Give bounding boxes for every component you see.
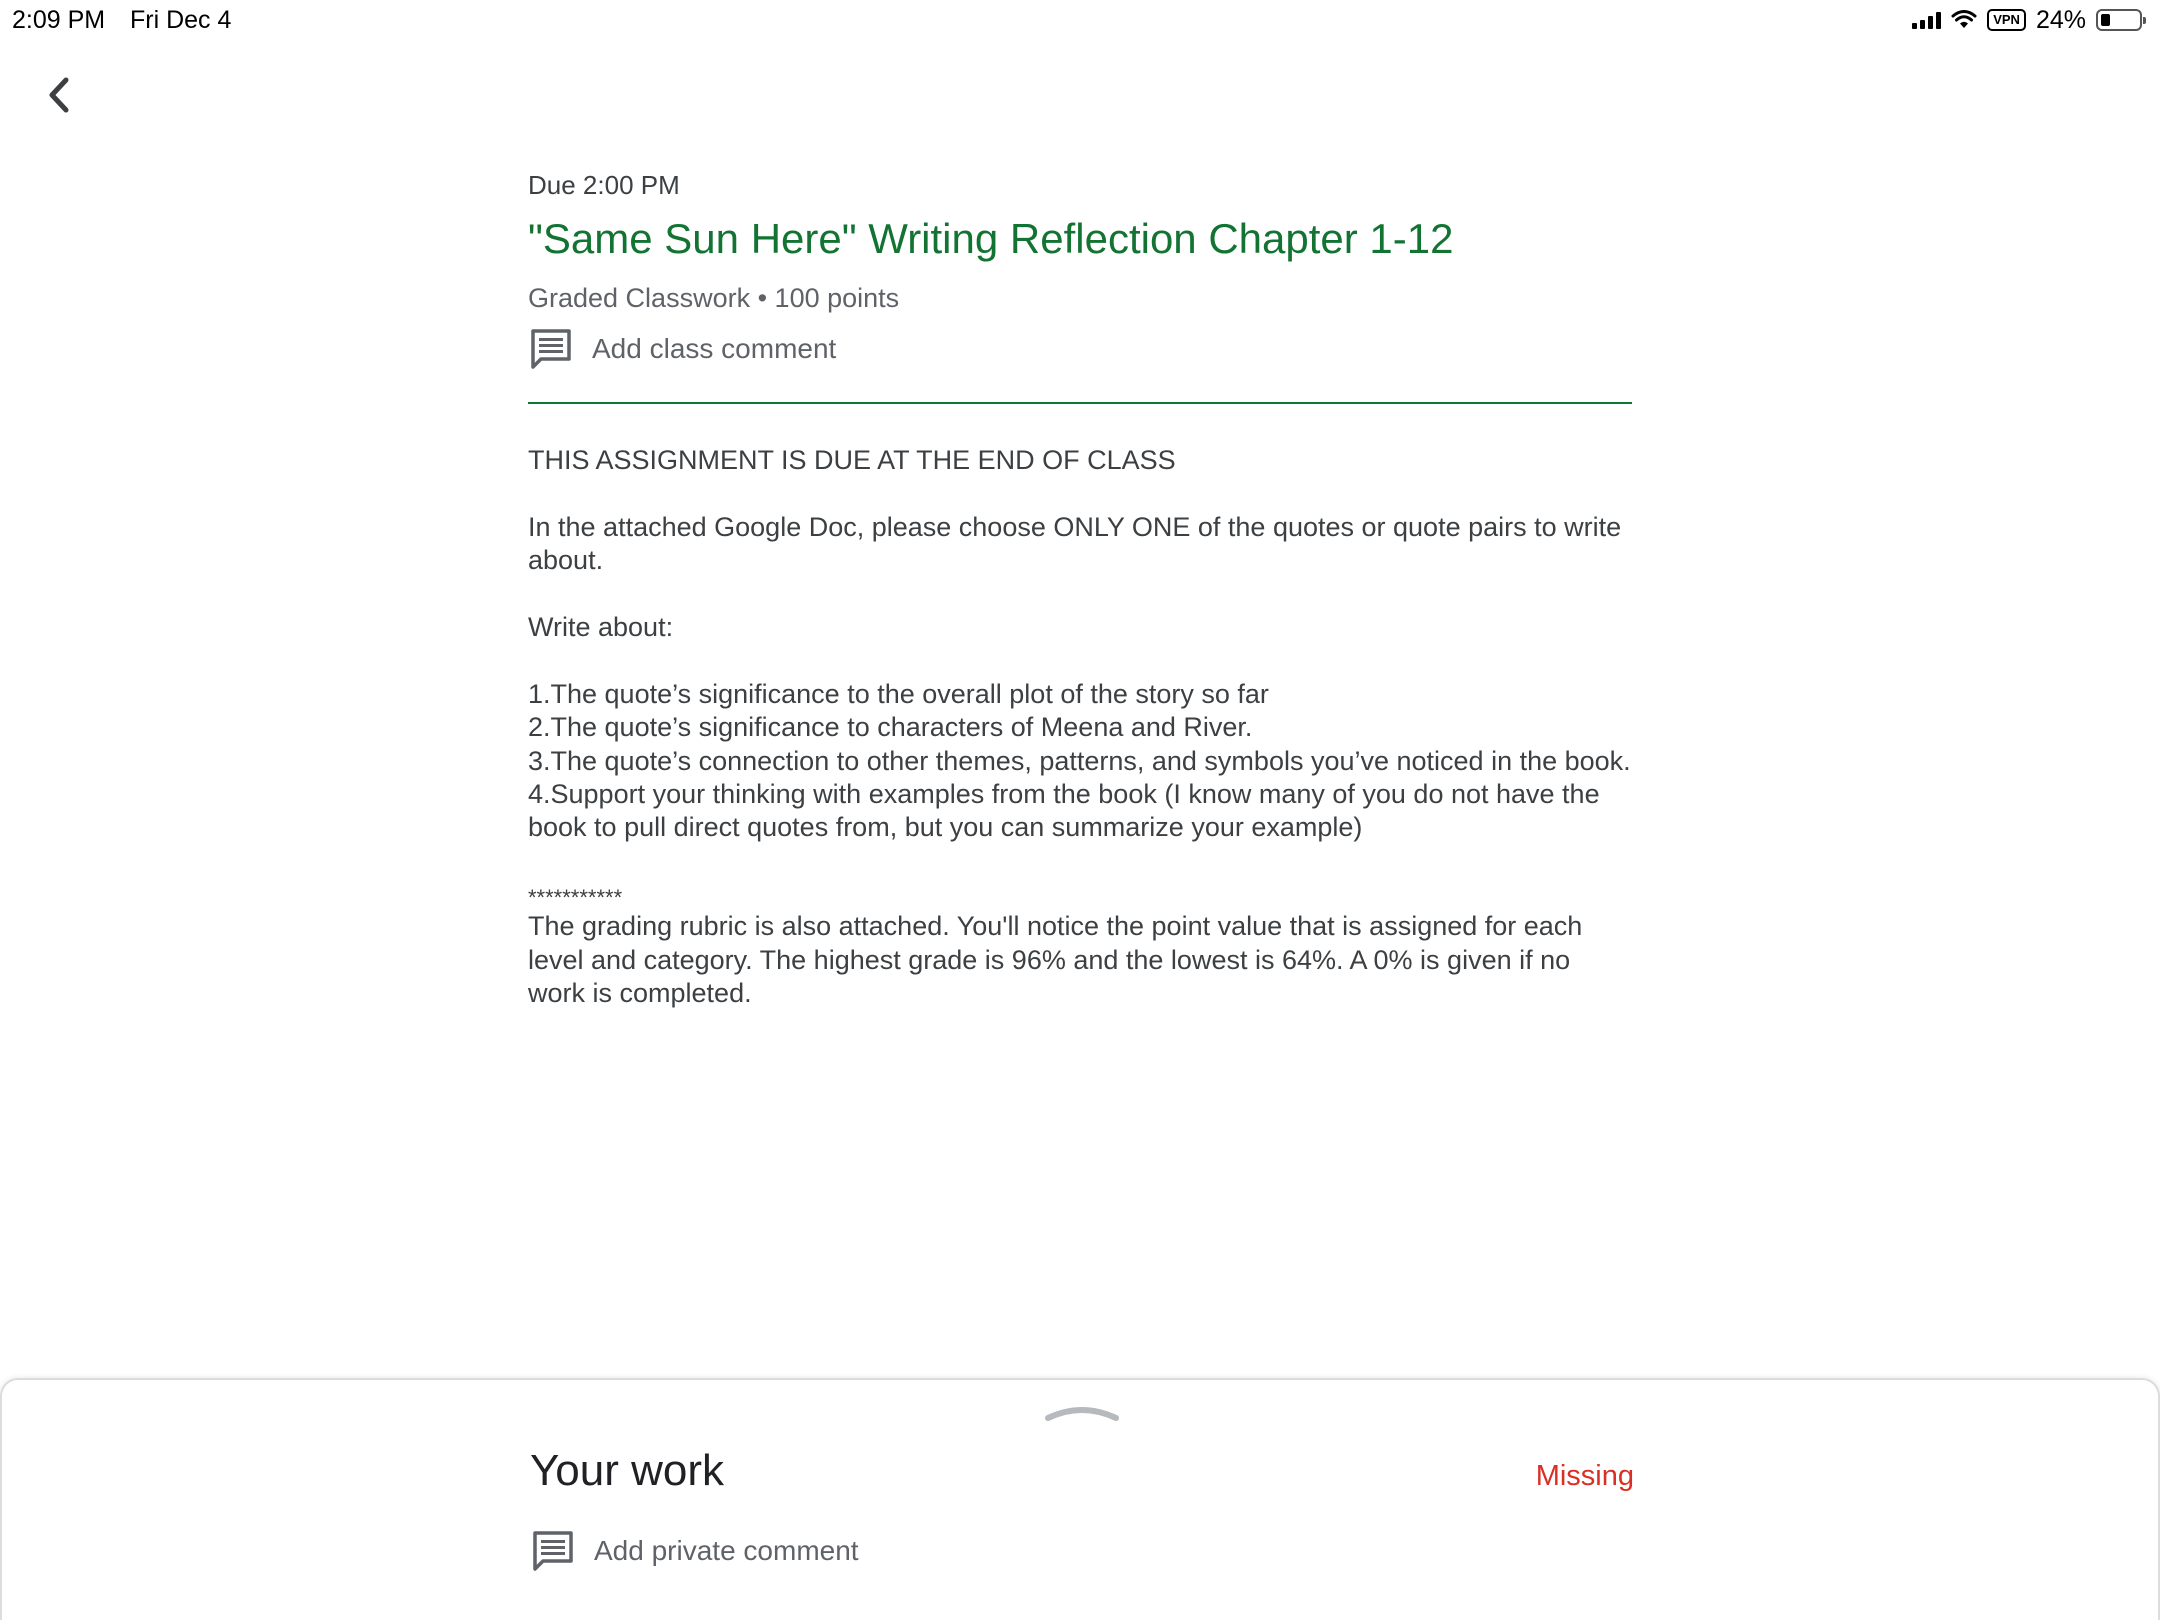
description-list-item: 2.The quote’s significance to characters of Meena and River.: [528, 712, 1253, 743]
status-badge: Missing: [1535, 1460, 1634, 1492]
add-private-comment-label: Add private comment: [594, 1535, 859, 1566]
your-work-header: [530, 1446, 1634, 1496]
description-line: THIS ASSIGNMENT IS DUE AT THE END OF CLASS: [528, 445, 1176, 475]
add-class-comment-label: Add class comment: [592, 333, 837, 364]
section-divider: [528, 402, 1632, 404]
chevron-up-icon: [1044, 1400, 1120, 1424]
sheet-expand-handle[interactable]: [1044, 1400, 1120, 1424]
description-line: Write about:: [528, 612, 674, 642]
back-button[interactable]: [36, 70, 86, 120]
your-work-title: Your work: [530, 1446, 725, 1495]
assignment-points: 100 points: [774, 283, 900, 313]
wifi-icon: [1951, 10, 1977, 30]
meta-separator: •: [750, 283, 775, 313]
description-list-item: 4.Support your thinking with examples from the book (I know many of you do not have the book to pull direct quotes from, but you can summarize your example): [528, 779, 1600, 843]
description-line: In the attached Google Doc, please choose ONLY ONE of the quotes or quote pairs to write about.: [528, 511, 1622, 576]
chevron-left-icon: [36, 70, 86, 120]
status-time: 2:09 PM: [12, 6, 106, 34]
due-date: Due 2:00 PM: [528, 170, 680, 200]
battery-icon: [2096, 9, 2142, 31]
your-work-sheet: [0, 1378, 2160, 1620]
status-bar: [0, 0, 2160, 40]
comment-icon: [530, 1528, 576, 1574]
status-date: Fri Dec 4: [130, 6, 232, 34]
description-list-item: 3.The quote’s connection to other themes, patterns, and symbols you’ve noticed in the book.: [528, 745, 1631, 776]
description-line: The grading rubric is also attached. You'll notice the point value that is assigned for each level and category. The highest grade is 96% and the lowest is 64%. A 0% is given if no work is completed.: [528, 911, 1583, 1009]
description-list-item: 1.The quote’s significance to the overall plot of the story so far: [528, 678, 1269, 709]
status-indicators: [1912, 4, 2142, 36]
add-class-comment-button[interactable]: [528, 326, 1632, 372]
description-separator: ***********: [528, 885, 623, 911]
assignment-title: "Same Sun Here" Writing Reflection Chapter 1-12: [528, 215, 1454, 262]
your-work-content: [530, 1446, 1634, 1574]
battery-nub: [2143, 17, 2146, 24]
add-private-comment-button[interactable]: [530, 1528, 1634, 1574]
cellular-signal-icon: [1912, 11, 1941, 29]
assignment-description: [528, 444, 1632, 1010]
battery-percent: 24%: [2035, 5, 2086, 34]
comment-icon: [528, 326, 574, 372]
vpn-badge: VPN: [1987, 9, 2026, 31]
assignment-category: Graded Classwork: [528, 283, 751, 313]
assignment-meta: [528, 280, 1632, 316]
battery-fill: [2101, 14, 2110, 26]
assignment-details: [528, 168, 1632, 1010]
